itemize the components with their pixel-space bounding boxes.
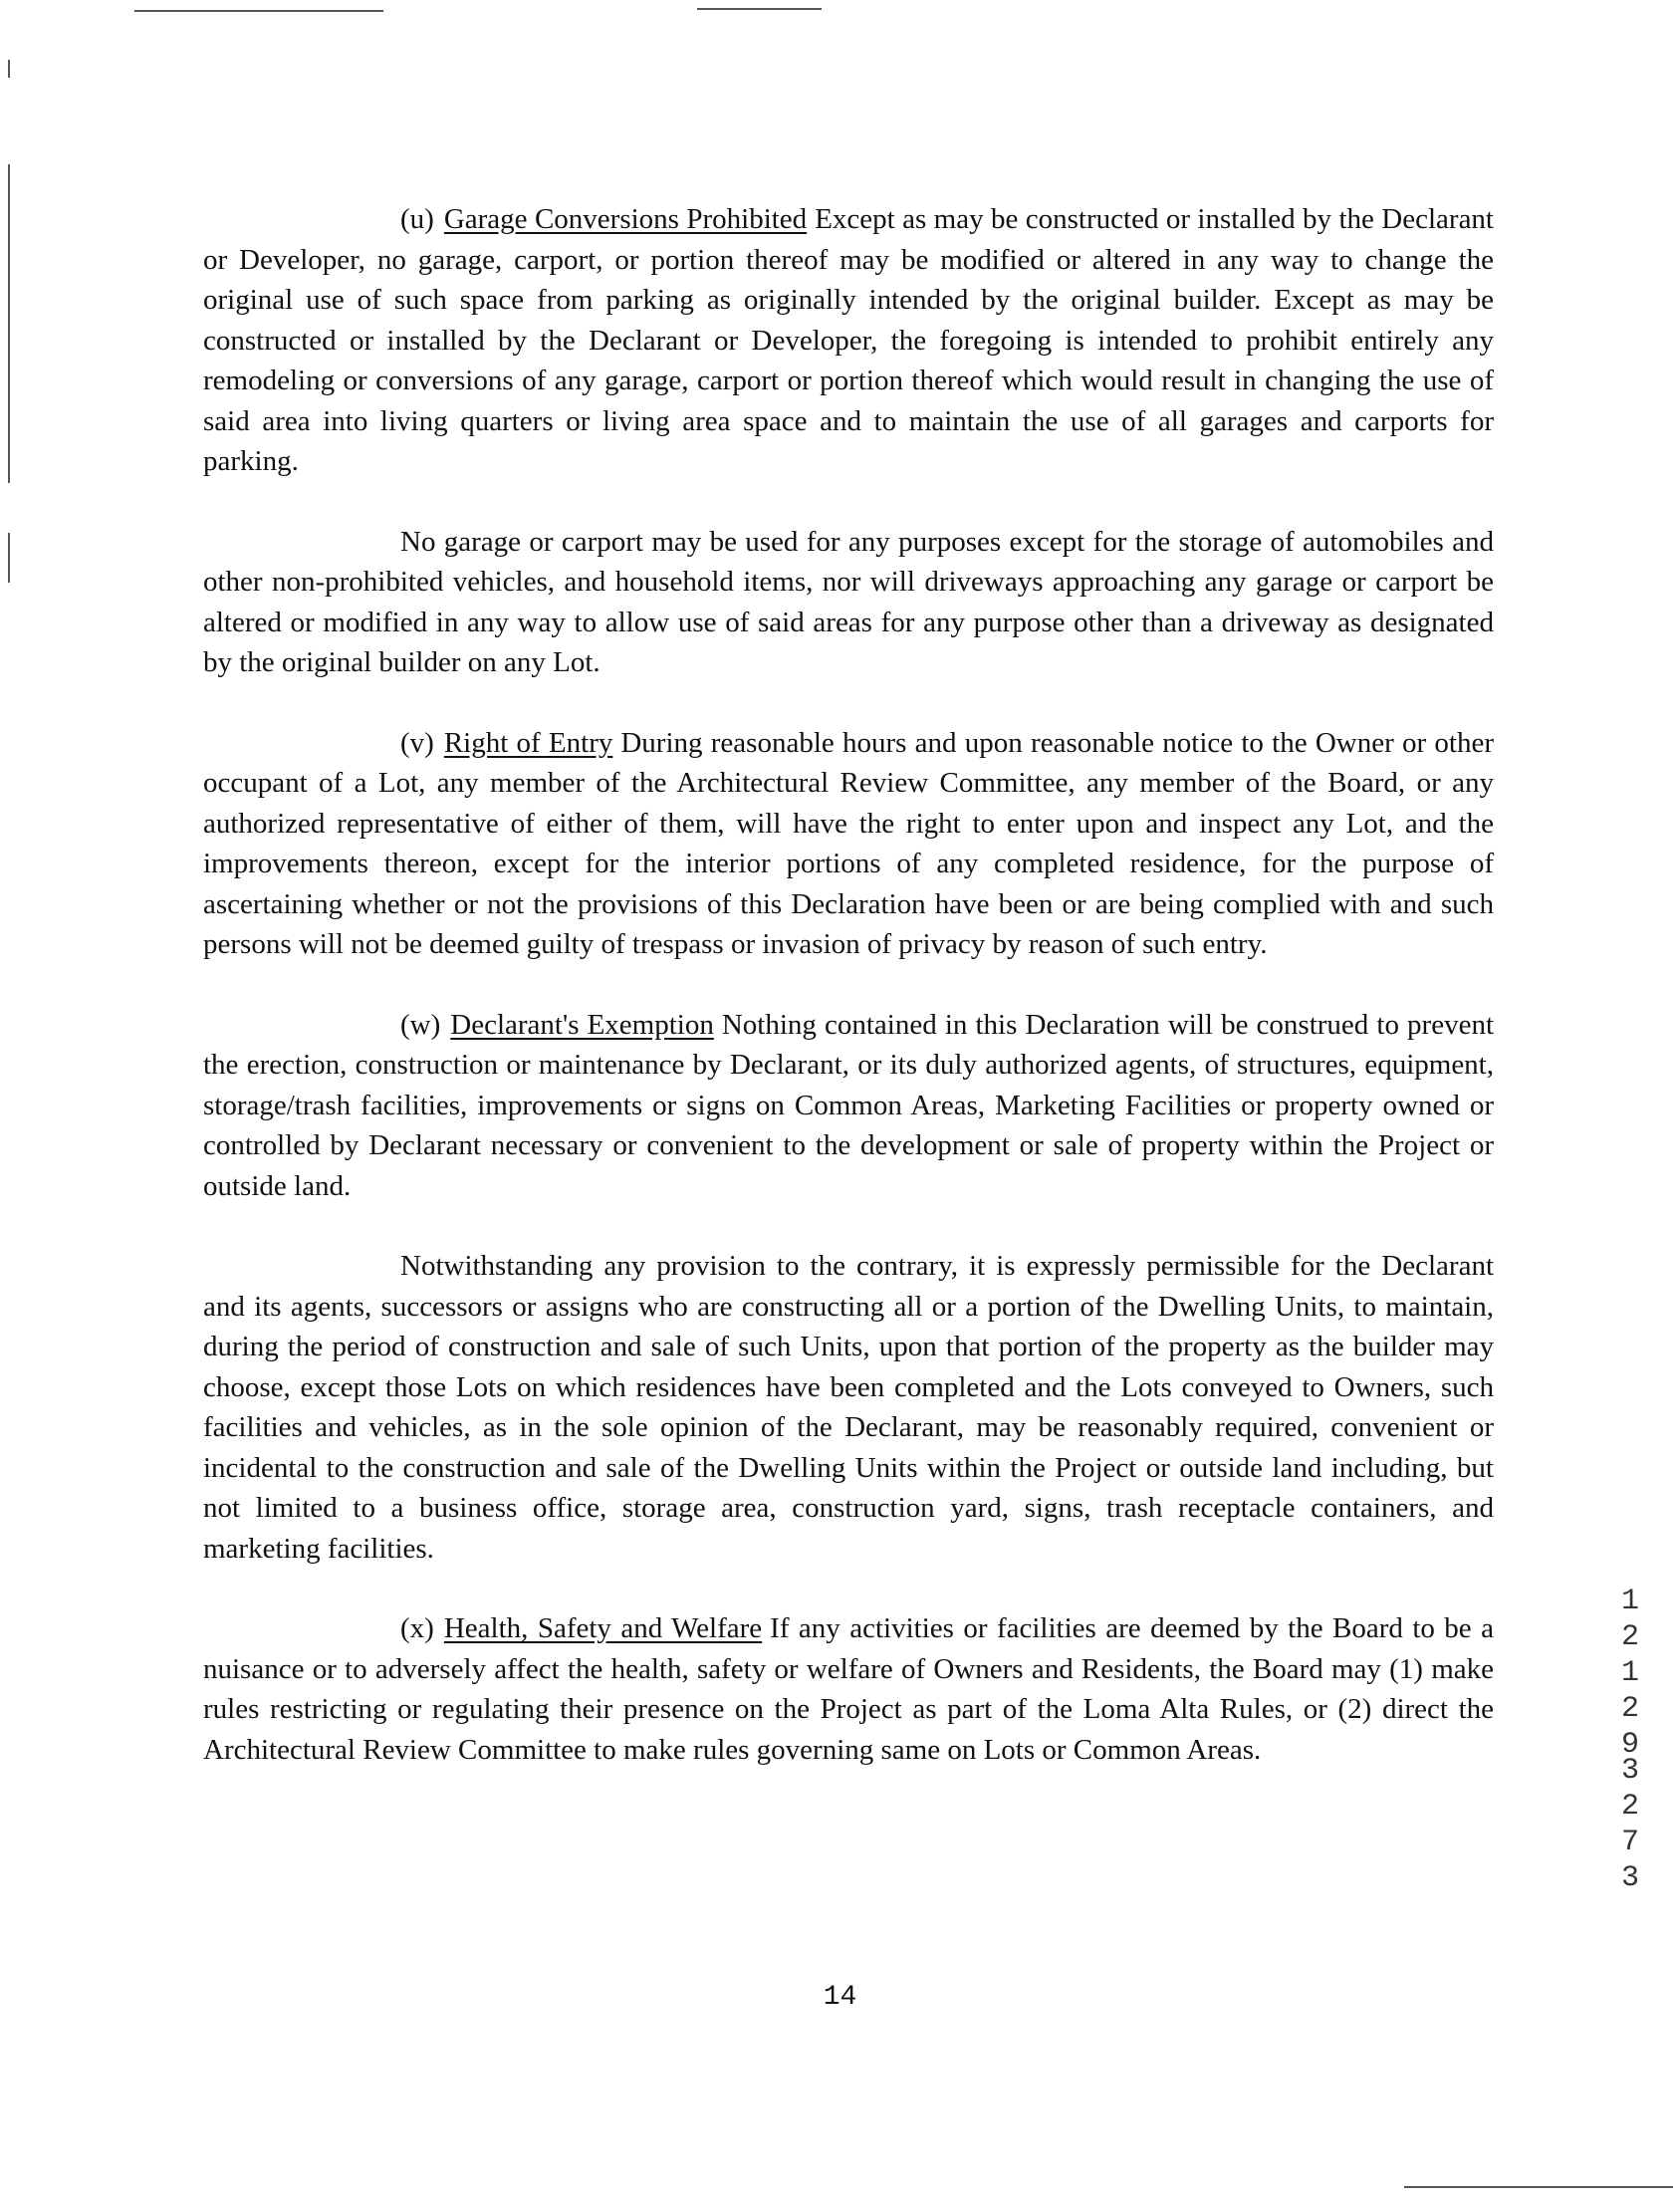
paragraph-notwithstanding — [203, 1246, 1494, 1569]
scan-line-top-center — [697, 8, 822, 10]
paragraph-label: (v) — [400, 726, 434, 759]
paragraph-garage-use — [203, 522, 1494, 683]
scan-line-bottom-right — [1404, 2186, 1673, 2188]
paragraph-w — [203, 1005, 1494, 1207]
margin-stamp-part2: 3273 — [1620, 1754, 1639, 1895]
paragraph-text: Except as may be constructed or installed by the Declarant or Developer, no garage, carport, or portion thereof may be modified or altered in any way to change the original use of such space from parking as originally intended by the original builder. Except as may be constructed or installed by the Declarant or Developer, the foregoing is intended to prohibit entirely any remodeling or conversions of any garage, carport or portion thereof which would result in changing the use of said area into living quarters or living area space and to maintain the use of all garages and carports for parking. — [203, 203, 1494, 477]
margin-stamp-part1: 12129 — [1620, 1585, 1639, 1762]
paragraph-heading: Health, Safety and Welfare — [443, 1612, 763, 1644]
paragraph-heading: Garage Conversions Prohibited — [443, 203, 808, 235]
document-body — [203, 199, 1494, 1810]
paragraph-text: If any activities or facilities are deemed by the Board to be a nuisance or to adversely affect the health, safety or welfare of Owners and Residents, the Board may (1) make rules restricting or regulating their presence on the Project as part of the Loma Alta Rules, or (2) direct the Architectural Review Committee to make rules governing same on Lots or Common Areas. — [203, 1612, 1494, 1766]
scan-line-left-edge — [8, 164, 10, 483]
paragraph-label: (w) — [400, 1008, 441, 1041]
scan-tick-left-1 — [8, 60, 10, 78]
paragraph-x — [203, 1608, 1494, 1770]
paragraph-label: (u) — [400, 203, 434, 235]
page-number: 14 — [823, 1982, 857, 2013]
paragraph-text: Notwithstanding any provision to the contrary, it is expressly permissible for the Declarant and its agents, successors or assigns who are constructing all or a portion of the Dwelling Units, to maintain, during the period of construction and sale of such Units, upon that portion of the property as the builder may choose, except those Lots on which residences have been completed and the Lots conveyed to Owners, such facilities and vehicles, as in the sole opinion of the Declarant, may be reasonably required, convenient or incidental to the construction and sale of the Dwelling Units within the Project or outside land including, but not limited to a business office, storage area, construction yard, signs, trash receptacle containers, and marketing facilities. — [203, 1250, 1494, 1565]
scan-tick-left-2 — [8, 533, 10, 583]
paragraph-text: During reasonable hours and upon reasonable notice to the Owner or other occupant of a Lot, any member of the Architectural Review Committee, any member of the Board, or any authorized representative of either of them, will have the right to enter upon and inspect any Lot, and the improvements thereon, except for the interior portions of any completed residence, for the purpose of ascertaining whether or not the provisions of this Declaration have been or are being complied with and such persons will not be deemed guilty of trespass or invasion of privacy by reason of such entry. — [203, 726, 1494, 960]
paragraph-text: Nothing contained in this Declaration will be construed to prevent the erection, construction or maintenance by Declarant, or its duly authorized agents, of structures, equipment, storage/trash facilities, improvements or signs on Common Areas, Marketing Facilities or property owned or controlled by Declarant necessary or convenient to the development or sale of property within the Project or outside land. — [203, 1008, 1495, 1202]
paragraph-text: No garage or carport may be used for any purposes except for the storage of automobiles and other non-prohibited vehicles, and household items, nor will driveways approaching any garage or carport be altered or modified in any way to allow use of said areas for any purpose other than a driveway as designated by the original builder on any Lot. — [203, 525, 1494, 678]
paragraph-heading: Declarant's Exemption — [450, 1008, 714, 1041]
paragraph-u — [203, 199, 1494, 482]
paragraph-label: (x) — [400, 1612, 434, 1644]
paragraph-heading: Right of Entry — [443, 726, 613, 759]
paragraph-v — [203, 723, 1494, 965]
scan-line-top-left — [134, 10, 383, 12]
